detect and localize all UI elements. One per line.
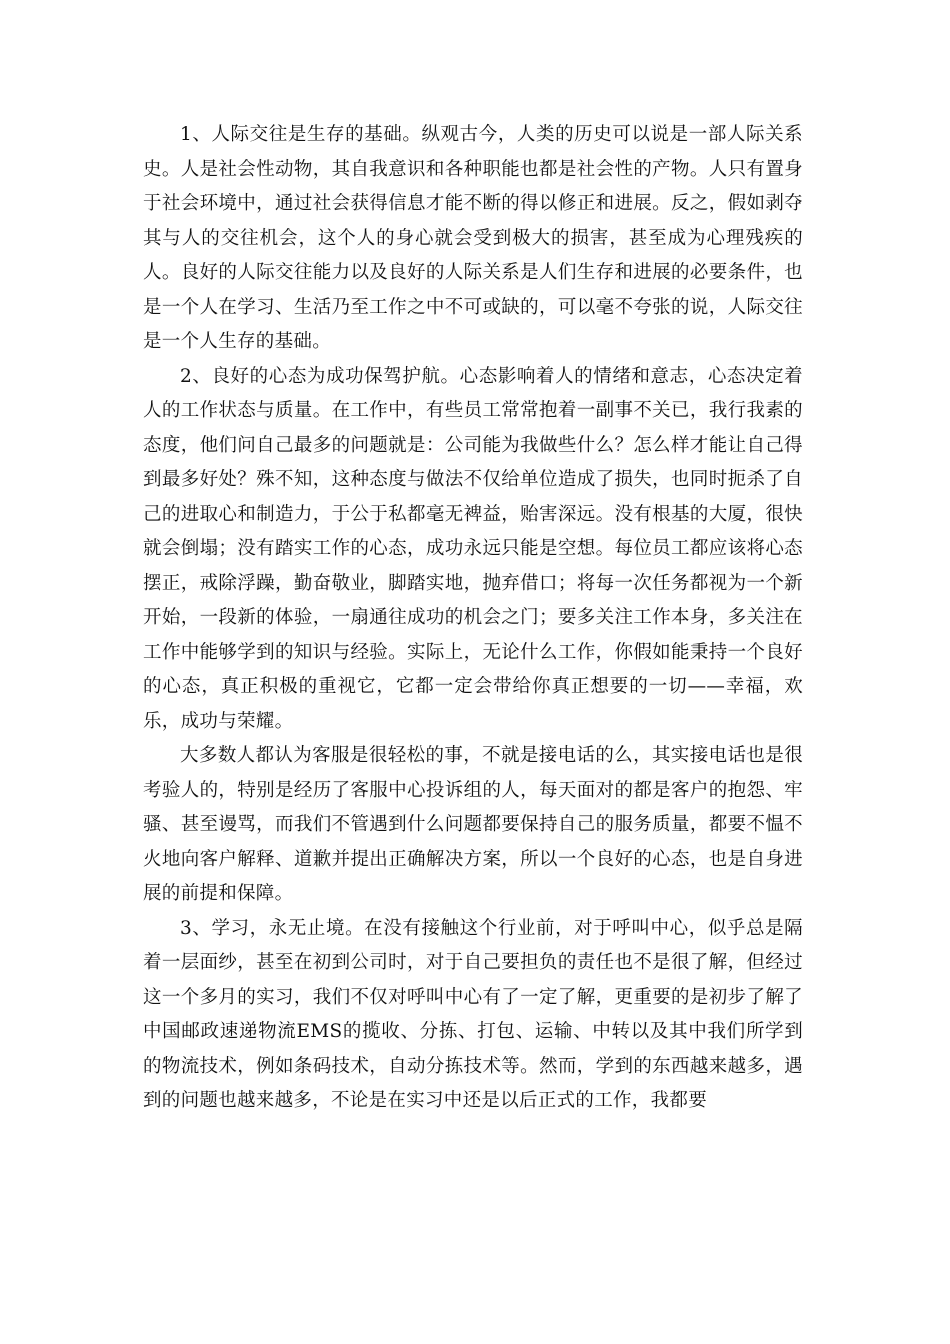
paragraph-customer-service: 大多数人都认为客服是很轻松的事，不就是接电话的么，其实接电话也是很考验人的，特别是经历了客服中心投诉组的人，每天面对的都是客户的抱怨、牢骚、甚至谩骂，而我们不管遇到什么问题都要保持自己的服务质量，都要不愠不火地向客户解释、道歉并提出正确解决方案，所以一个良好的心态，也是自身进展的前提和保障。: [143, 745, 803, 904]
paragraph-mindset: 2、良好的心态为成功保驾护航。心态影响着人的情绪和意志，心态决定着人的工作状态与质量。在工作中，有些员工常常抱着一副事不关已，我行我素的态度，他们问自己最多的问题就是：公司能为我做些什么？怎么样才能让自己得到最多好处？殊不知，这种态度与做法不仅给单位造成了损失，也同时扼杀了自己的进取心和制造力，于公于私都毫无裨益，贻害深远。没有根基的大厦，很快就会倒塌；没有踏实工作的心态，成功永远只能是空想。每位员工都应该将心态摆正，戒除浮躁，勤奋敬业，脚踏实地，抛弃借口；将每一次任务都视为一个新开始，一段新的体验，一扇通往成功的机会之门；要多关注工作本身，多关注在工作中能够学到的知识与经验。实际上，无论什么工作，你假如能秉持一个良好的心态，真正积极的重视它，它都一定会带给你真正想要的一切——幸福，欢乐，成功与荣耀。: [143, 365, 803, 732]
paragraph-interpersonal: 1、人际交往是生存的基础。纵观古今，人类的历史可以说是一部人际关系史。人是社会性动物，其自我意识和各种职能也都是社会性的产物。人只有置身于社会环境中，通过社会获得信息才能不断的得以修正和进展。反之，假如剥夺其与人的交往机会，这个人的身心就会受到极大的损害，甚至成为心理残疾的人。良好的人际交往能力以及良好的人际关系是人们生存和进展的必要条件，也是一个人在学习、生活乃至工作之中不可或缺的，可以毫不夸张的说，人际交往是一个人生存的基础。: [143, 124, 803, 352]
paragraph-learning: 3、学习，永无止境。在没有接触这个行业前，对于呼叫中心，似乎总是隔着一层面纱，甚至在初到公司时，对于自己要担负的责任也不是很了解，但经过这一个多月的实习，我们不仅对呼叫中心有了一定了解，更重要的是初步了解了中国邮政速递物流EMS的揽收、分拣、打包、运输、中转以及其中我们所学到的物流技术，例如条码技术，自动分拣技术等。然而，学到的东西越来越多，遇到的问题也越来越多，不论是在实习中还是以后正式的工作，我都要: [143, 917, 803, 1111]
document-body: [143, 118, 803, 1119]
